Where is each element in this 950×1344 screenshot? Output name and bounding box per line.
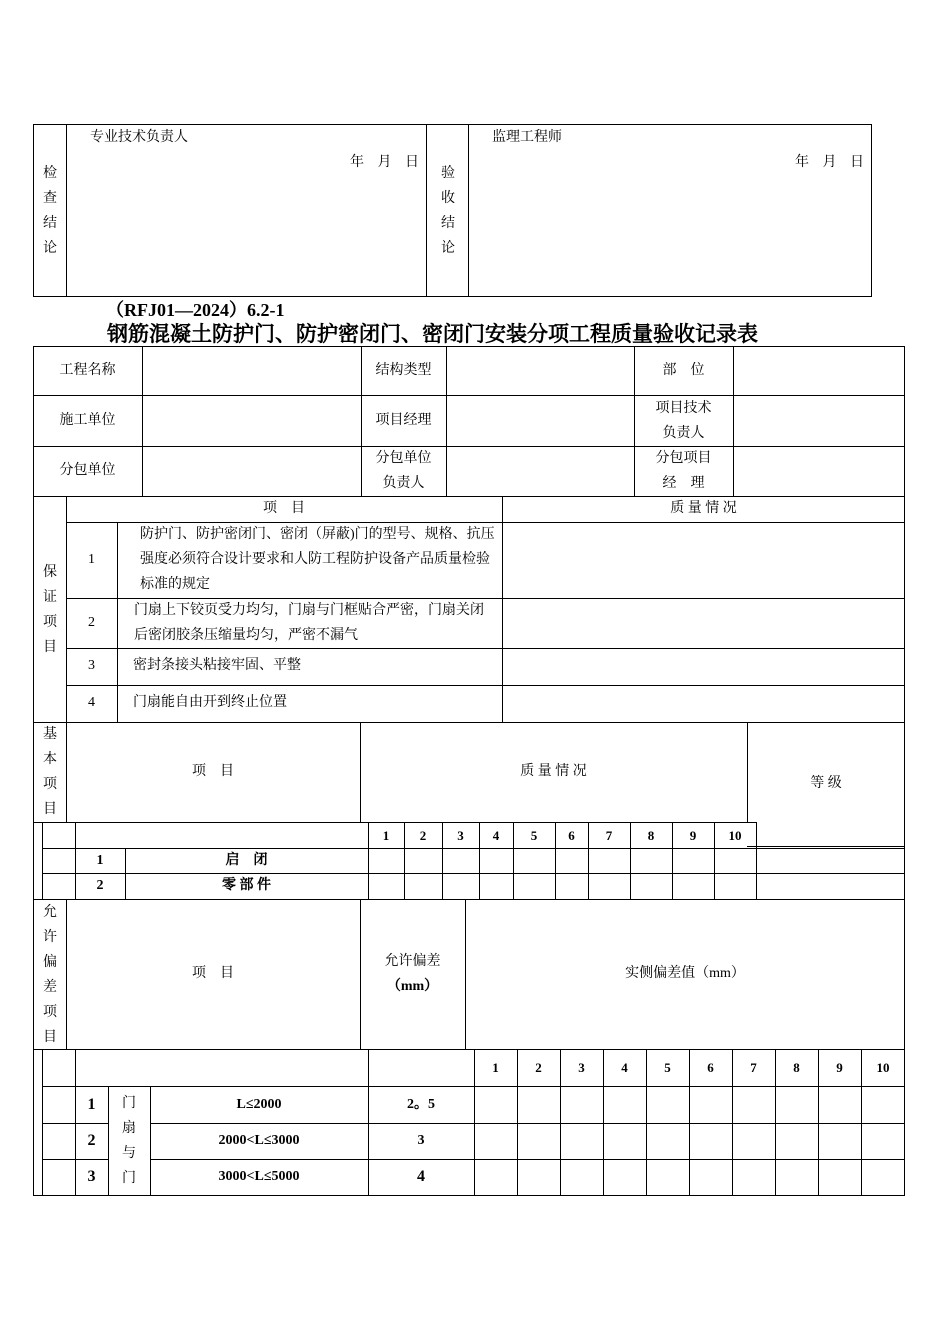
tolerance-item-range: 2000<L≤3000	[218, 1133, 300, 1148]
tolerance-col-number: 6	[707, 1060, 714, 1075]
guarantee-item-header: 项 目	[263, 501, 305, 516]
tolerance-item-no: 1	[87, 1096, 96, 1113]
form-code: （RFJ01—2024）6.2-1	[106, 300, 285, 320]
tolerance-col-number: 7	[750, 1060, 757, 1075]
basic-col-number: 9	[689, 828, 697, 843]
construction-unit-label: 施工单位	[59, 413, 116, 428]
acceptance-conclusion-label: 验收结论	[441, 166, 455, 256]
tolerance-col-number: 1	[492, 1060, 499, 1075]
tolerance-item-no: 2	[87, 1132, 96, 1149]
tolerance-col-number: 4	[621, 1060, 628, 1075]
basic-col-number: 4	[492, 828, 500, 843]
basic-col-number: 7	[605, 828, 613, 843]
project-manager-label: 项目经理	[375, 413, 432, 428]
guarantee-item-text: 门扇能自由开到终止位置	[133, 695, 287, 710]
subcontract-unit-label: 分包单位	[59, 463, 116, 478]
tolerance-col-number: 9	[836, 1060, 843, 1075]
basic-col-number: 1	[382, 828, 390, 843]
basic-col-number: 6	[568, 828, 575, 843]
guarantee-item-text: 密封条接头粘接牢固、平整	[133, 658, 301, 673]
tolerance-allow-header-1: 允许偏差	[384, 954, 441, 969]
tolerance-col-number: 2	[535, 1060, 542, 1075]
structure-type-label: 结构类型	[375, 363, 432, 378]
basic-item-name: 启 闭	[225, 853, 268, 868]
guarantee-item-no: 1	[88, 552, 95, 567]
basic-item-name: 零 部 件	[222, 878, 271, 893]
divider	[426, 124, 427, 297]
guarantee-section-label: 保证项目	[43, 565, 57, 655]
inspection-date: 年 月 日	[350, 155, 419, 170]
basic-section-label: 基本项目	[43, 727, 57, 817]
tolerance-item-no: 3	[87, 1168, 96, 1185]
guarantee-item-text: 防护门、防护密闭门、密闭（屏蔽)门的型号、规格、抗压强度必须符合设计要求和人防工程防护设备产品质量检验标准的规定	[140, 527, 495, 592]
tech-lead-label-2: 负责人	[662, 426, 705, 441]
subcontract-lead-label-1: 分包单位	[375, 451, 432, 466]
tolerance-item-range: 3000<L≤5000	[218, 1169, 300, 1184]
guarantee-item-no: 3	[88, 658, 95, 673]
basic-col-number: 10	[728, 828, 742, 843]
subcontract-lead-label-2: 负责人	[382, 476, 425, 491]
basic-col-number: 5	[530, 828, 538, 843]
basic-item-no: 2	[96, 878, 104, 893]
basic-col-number: 8	[647, 828, 655, 843]
form-title: 钢筋混凝土防护门、防护密闭门、密闭门安装分项工程质量验收记录表	[107, 322, 758, 346]
tolerance-allow-header-2: （mm）	[386, 979, 439, 994]
supervisor-role: 监理工程师	[492, 130, 562, 145]
guarantee-item-text: 门扇上下铰页受力均匀，门扇与门框贴合严密，门扇关闭后密闭胶条压缩量均匀，严密不漏气	[134, 603, 484, 643]
divider	[66, 124, 67, 297]
tech-lead-role: 专业技术负责人	[90, 130, 188, 145]
project-name-label: 工程名称	[59, 363, 116, 378]
guarantee-quality-header: 质 量 情 况	[670, 501, 737, 516]
tolerance-col-number: 8	[793, 1060, 800, 1075]
basic-item-header: 项 目	[192, 764, 234, 779]
tolerance-item-header: 项 目	[192, 966, 234, 981]
tolerance-item-allow: 3	[417, 1133, 425, 1148]
tolerance-measured-header: 实侧偏差值（mm）	[625, 966, 745, 981]
basic-quality-header: 质 量 情 况	[520, 764, 587, 779]
subcontract-pm-label-1: 分包项目	[655, 451, 712, 466]
tolerance-col-number: 10	[876, 1060, 890, 1075]
tolerance-item-allow: 2。5	[407, 1097, 435, 1112]
basic-item-no: 1	[96, 853, 104, 868]
location-label: 部 位	[662, 363, 705, 378]
inspection-conclusion-label: 检查结论	[43, 166, 57, 256]
tolerance-col-number: 3	[578, 1060, 585, 1075]
basic-grade-header: 等 级	[810, 776, 842, 791]
subcontract-pm-label-2: 经 理	[662, 476, 705, 491]
guarantee-item-no: 4	[88, 695, 95, 710]
tolerance-item-allow: 4	[417, 1168, 425, 1185]
tolerance-section-label: 允许偏差项目	[43, 905, 57, 1045]
tolerance-item-range: L≤2000	[236, 1097, 282, 1112]
guarantee-item-no: 2	[88, 615, 95, 630]
basic-col-number: 2	[419, 828, 427, 843]
tolerance-col-number: 5	[664, 1060, 671, 1075]
basic-col-number: 3	[457, 828, 464, 843]
tech-lead-label-1: 项目技术	[655, 401, 712, 416]
divider	[468, 124, 469, 297]
acceptance-date: 年 月 日	[795, 155, 864, 170]
tolerance-group-label: 门扇与门	[122, 1096, 136, 1186]
